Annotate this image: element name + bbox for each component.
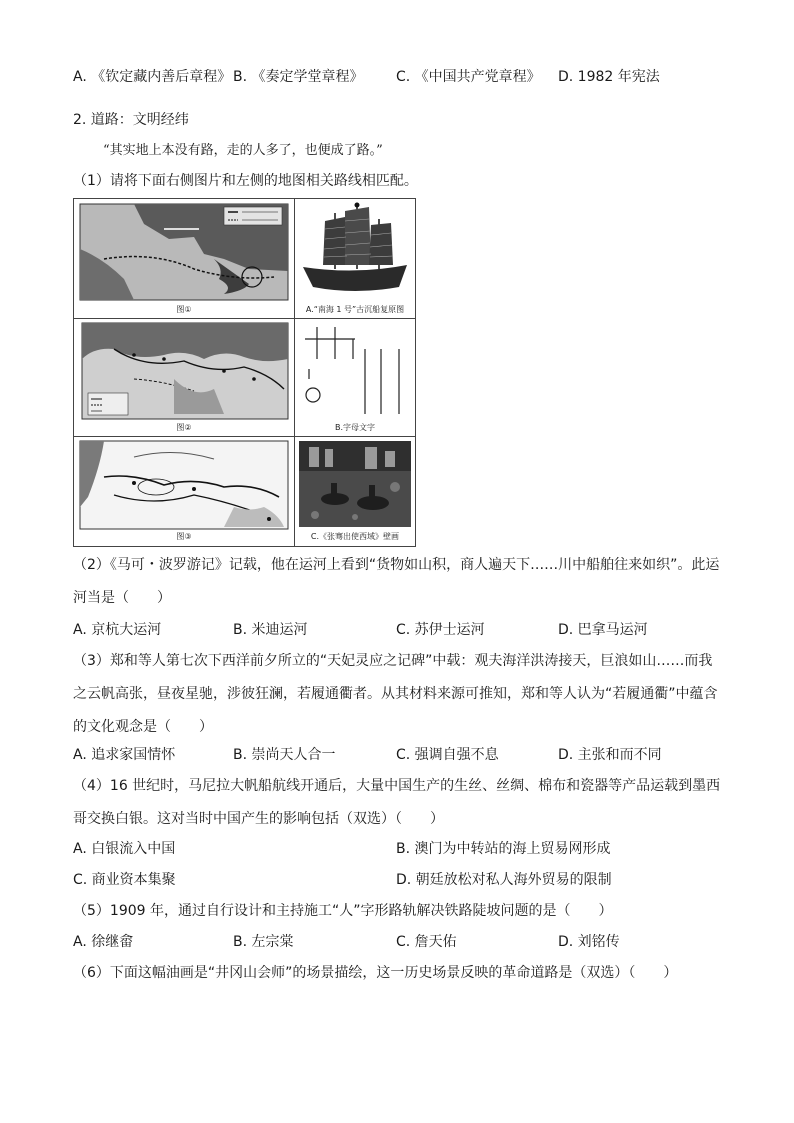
- q2-part2-option-d[interactable]: D. 巴拿马运河: [558, 622, 648, 638]
- picture-c-mural[interactable]: [295, 437, 415, 546]
- q2-part3-option-b[interactable]: B. 崇尚天人合一: [233, 747, 336, 763]
- question-2-quote: “其实地上本没有路，走的人多了，也便成了路。”: [103, 143, 383, 158]
- picture-c-caption: C.《张骞出使西域》壁画: [310, 532, 400, 541]
- q2-part3-option-c[interactable]: C. 强调自强不息: [396, 747, 499, 763]
- q2-part3-option-d[interactable]: D. 主张和而不同: [558, 747, 662, 763]
- picture-b-caption: B.字母文字: [334, 423, 376, 432]
- q2-part4-stem: （4）16 世纪时，马尼拉大帆船航线开通后，大量中国生产的生丝、丝绸、棉布和瓷器等产品运载到墨西哥交换白银。这对当时中国产生的影响包括（双选）（ ）: [73, 778, 721, 827]
- q1-option-c[interactable]: C. 《中国共产党章程》: [396, 69, 541, 85]
- q2-part5-option-c[interactable]: C. 詹天佑: [396, 934, 457, 950]
- q2-part5-option-d[interactable]: D. 刘铭传: [558, 934, 620, 950]
- q2-part5-option-a[interactable]: A. 徐继畲: [73, 934, 134, 950]
- q2-part2-option-c[interactable]: C. 苏伊士运河: [396, 622, 485, 638]
- picture-a-ship[interactable]: [295, 199, 415, 319]
- q2-part2-option-a[interactable]: A. 京杭大运河: [73, 622, 162, 638]
- map-3-route[interactable]: [74, 437, 295, 546]
- q2-part6-stem: （6）下面这幅油画是“井冈山会师”的场景描绘，这一历史场景反映的革命道路是（双选）（ ）: [73, 965, 678, 981]
- map-1-caption: 图①: [176, 305, 192, 314]
- map-1-maritime-route[interactable]: [74, 199, 295, 319]
- alphabet-script-icon: [295, 319, 415, 421]
- q2-part4-option-b[interactable]: B. 澳门为中转站的海上贸易网形成: [396, 841, 611, 857]
- q2-part4-option-c[interactable]: C. 商业资本集聚: [73, 872, 176, 888]
- map-3-image: [74, 437, 294, 531]
- map-1-image: [74, 199, 294, 303]
- mural-image: [295, 437, 415, 531]
- q2-part2-option-b[interactable]: B. 米迪运河: [233, 622, 308, 638]
- q1-option-b[interactable]: B. 《奏定学堂章程》: [233, 69, 364, 85]
- q1-option-d[interactable]: D. 1982 年宪法: [558, 69, 660, 85]
- q2-part2-stem: （2）《马可・波罗游记》记载，他在运河上看到“货物如山积，商人遍天下……川中船舶往来如织”。此运河当是（ ）: [73, 557, 720, 606]
- q2-part3-stem: （3）郑和等人第七次下西洋前夕所立的“天妃灵应之记碑”中载：观夫海洋洪涛接天，巨浪如山……而我之云帆高张，昼夜星驰，涉彼狂澜，若履通衢者。从其材料来源可推知，郑和等人认为“若履通衢”中蕴含的文化观念是（ ）: [73, 653, 718, 735]
- map-2-image: [74, 319, 294, 421]
- q2-part4-option-d[interactable]: D. 朝廷放松对私人海外贸易的限制: [396, 872, 612, 888]
- ship-icon: [295, 199, 415, 303]
- q1-option-a[interactable]: A. 《钦定藏内善后章程》: [73, 69, 232, 85]
- question-2-title: 2. 道路：文明经纬: [73, 112, 189, 128]
- picture-a-caption: A.“南海 1 号”古沉船复原图: [305, 305, 405, 314]
- map-3-caption: 图③: [176, 532, 192, 541]
- q2-part1-stem: （1）请将下面右侧图片和左侧的地图相关路线相匹配。: [73, 173, 418, 189]
- figure-matching-grid: [73, 198, 416, 547]
- picture-b-alphabet[interactable]: [295, 319, 415, 437]
- q2-part3-option-a[interactable]: A. 追求家国情怀: [73, 747, 176, 763]
- q2-part5-stem: （5）1909 年，通过自行设计和主持施工“人”字形路轨解决铁路陡坡问题的是（ ）: [73, 903, 613, 919]
- map-2-route[interactable]: [74, 319, 295, 437]
- q2-part4-option-a[interactable]: A. 白银流入中国: [73, 841, 176, 857]
- q2-part5-option-b[interactable]: B. 左宗棠: [233, 934, 294, 950]
- map-2-caption: 图②: [176, 423, 192, 432]
